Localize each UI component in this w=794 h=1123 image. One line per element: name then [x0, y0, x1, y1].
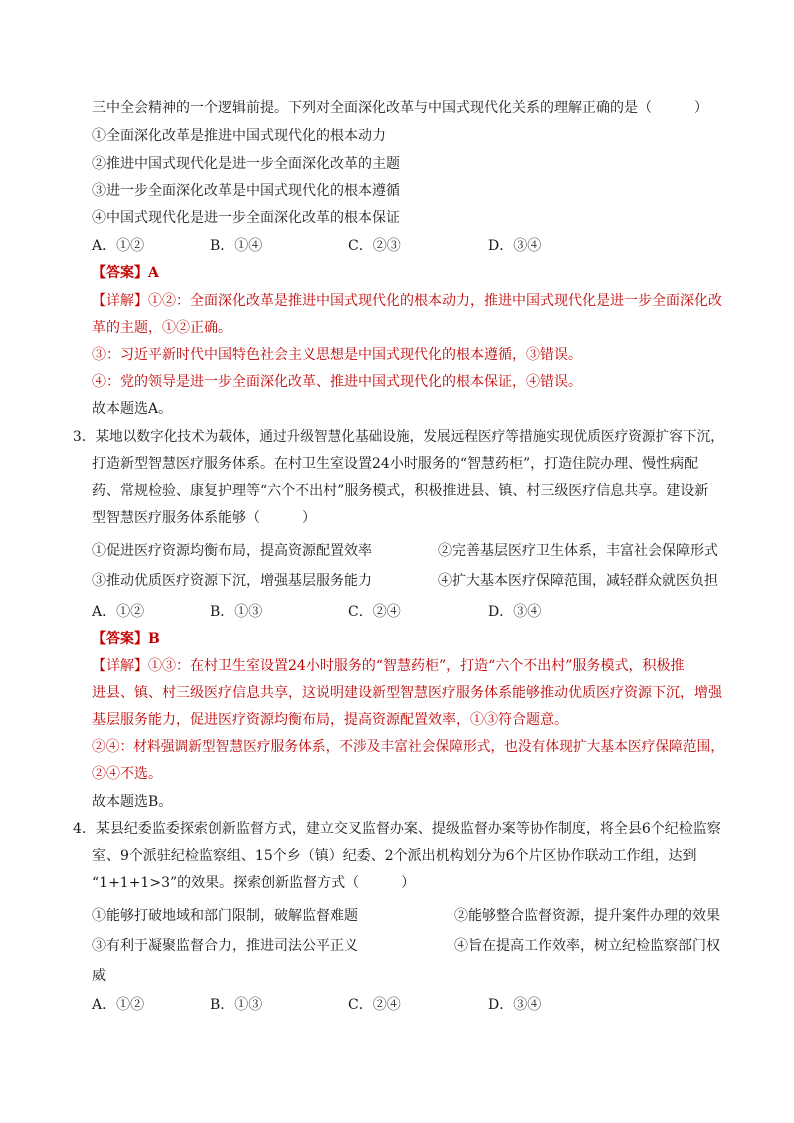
q3-item-4: ④扩大基本医疗保障范围，减轻群众就医负担 [438, 573, 718, 589]
q4-choice-b: B．①③ [210, 997, 263, 1013]
q3-explain-line-2: 进县、镇、村三级医疗信息共享，这说明建设新型智慧医疗服务体系能够推动优质医疗资源下沉，增强 [92, 685, 722, 701]
q3-choice-c: C．②④ [348, 604, 401, 620]
q4-stem-line-2: 室、9个派驻纪检监察组、15个乡（镇）纪委、2个派出机构划分为6个片区协作联动工作组，达到 [92, 848, 697, 864]
q2-explain-line-3: ③：习近平新时代中国特色社会主义思想是中国式现代化的根本遵循，③错误。 [92, 347, 582, 363]
q3-stem-line-4: 型智慧医疗服务体系能够（ ） [92, 510, 316, 526]
q2-stem-tail: 三中全会精神的一个逻辑前提。下列对全面深化改革与中国式现代化关系的理解正确的是（ ） [92, 100, 708, 116]
q3-item-3: ③推动优质医疗资源下沉，增强基层服务能力 [92, 573, 372, 589]
q2-answer: 【答案】A [92, 265, 159, 281]
q4-item-4: ④旨在提高工作效率，树立纪检监察部门权 [454, 938, 720, 954]
q4-stem-line-3: “1+1+1>3”的效果。探索创新监督方式（ ） [92, 875, 416, 891]
q2-choice-a: A．①② [92, 238, 145, 254]
q3-item-1: ①促进医疗资源均衡布局，提高资源配置效率 [92, 543, 372, 559]
q2-explain-line-2: 革的主题，①②正确。 [92, 320, 232, 336]
q4-item-2: ②能够整合监督资源，提升案件办理的效果 [454, 908, 720, 924]
q3-choice-b: B．①③ [210, 604, 263, 620]
q3-choice-d: D．③④ [488, 604, 542, 620]
q2-item-2: ②推进中国式现代化是进一步全面深化改革的主题 [92, 156, 400, 172]
q4-choice-c: C．②④ [348, 997, 401, 1013]
q4-choice-d: D．③④ [488, 997, 542, 1013]
q2-choice-c: C．②③ [348, 238, 401, 254]
q2-conclusion: 故本题选A。 [92, 401, 173, 417]
q3-stem-line-2: 打造新型智慧医疗服务体系。在村卫生室设置24小时服务的“智慧药柜”，打造住院办理、慢性病配 [92, 456, 699, 472]
q3-conclusion: 故本题选B。 [92, 794, 173, 810]
q2-item-1: ①全面深化改革是推进中国式现代化的根本动力 [92, 128, 386, 144]
q3-explain-line-3: 基层服务能力，促进医疗资源均衡布局，提高资源配置效率，①③符合题意。 [92, 712, 568, 728]
q2-choice-d: D．③④ [488, 238, 542, 254]
q3-answer: 【答案】B [92, 631, 160, 647]
q3-explain-line-4: ②④：材料强调新型智慧医疗服务体系，不涉及丰富社会保障形式，也没有体现扩大基本医疗保障范围， [92, 739, 725, 755]
q3-item-2: ②完善基层医疗卫生体系，丰富社会保障形式 [438, 543, 718, 559]
q3-stem-line-1: 3．某地以数字化技术为载体，通过升级智慧化基础设施，发展远程医疗等措施实现优质医疗资源扩容下沉， [73, 429, 724, 445]
q4-item-3: ③有利于凝聚监督合力，推进司法公平正义 [92, 938, 358, 954]
q4-item-1: ①能够打破地域和部门限制，破解监督难题 [92, 908, 358, 924]
q3-stem-line-3: 药、常规检验、康复护理等“六个不出村”服务模式，积极推进县、镇、村三级医疗信息共享。建设新 [92, 483, 709, 499]
q3-explain-line-5: ②④不选。 [92, 766, 162, 782]
q4-choice-a: A．①② [92, 997, 145, 1013]
q2-item-3: ③进一步全面深化改革是中国式现代化的根本遵循 [92, 183, 400, 199]
q2-explain-line-4: ④：党的领导是进一步全面深化改革、推进中国式现代化的根本保证，④错误。 [92, 374, 582, 390]
q2-choice-b: B．①④ [210, 238, 263, 254]
q3-explain-line-1: 【详解】①③：在村卫生室设置24小时服务的“智慧药柜”，打造“六个不出村”服务模式，积极推 [92, 658, 685, 674]
q4-stem-line-1: 4．某县纪委监委探索创新监督方式，建立交叉监督办案、提级监督办案等协作制度，将全县6个纪检监察 [73, 821, 721, 837]
q2-item-4: ④中国式现代化是进一步全面深化改革的根本保证 [92, 210, 400, 226]
q3-choice-a: A．①② [92, 604, 145, 620]
q4-item-4-cont: 威 [92, 968, 106, 984]
q2-explain-line-1: 【详解】①②：全面深化改革是推进中国式现代化的根本动力，推进中国式现代化是进一步全面深化改 [92, 293, 722, 309]
